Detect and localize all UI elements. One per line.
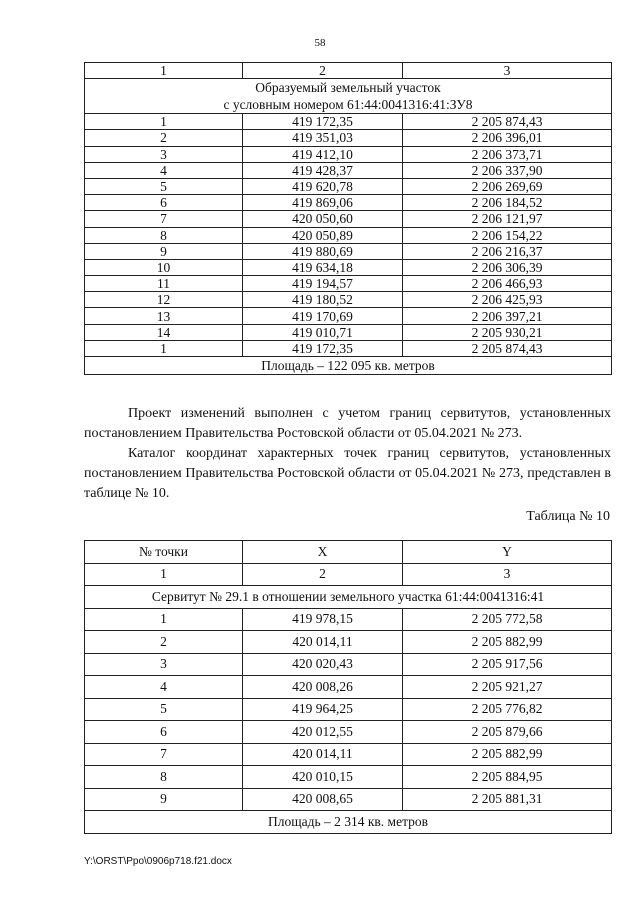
- table-row: [85, 631, 612, 654]
- x-coordinate-cell: 420 014,11: [243, 743, 403, 766]
- footer-file-path: Y:\ORST\Ppo\0906p718.f21.docx: [84, 856, 232, 867]
- table2-area-row: [85, 811, 612, 834]
- table2-column-header-row: [85, 541, 612, 564]
- table2-head: [85, 541, 612, 609]
- x-coordinate-cell: 419 964,25: [243, 698, 403, 721]
- table-row: [85, 130, 612, 146]
- table-row: [85, 162, 612, 178]
- x-coordinate-cell: 420 014,11: [243, 631, 403, 654]
- table-row: [85, 114, 612, 130]
- body-text: [84, 404, 611, 504]
- point-number-cell: 6: [85, 721, 243, 744]
- numbering-cell: 1: [85, 563, 243, 586]
- point-number-cell: 9: [85, 243, 243, 259]
- x-coordinate-cell: 419 880,69: [243, 243, 403, 259]
- point-number-cell: 7: [85, 211, 243, 227]
- point-number-cell: 4: [85, 162, 243, 178]
- coordinates-table-zu8: [84, 62, 612, 375]
- point-number-cell: 3: [85, 146, 243, 162]
- x-coordinate-cell: 419 634,18: [243, 259, 403, 275]
- point-number-cell: 1: [85, 608, 243, 631]
- table-row: [85, 653, 612, 676]
- x-coordinate-cell: 419 010,71: [243, 324, 403, 340]
- x-coordinate-cell: 419 172,35: [243, 340, 403, 356]
- table-row: [85, 788, 612, 811]
- paragraph-1: Проект изменений выполнен с учетом границ сервитутов, установленных постановлением Правительства Ростовской области от 05.04.2021 № 273.: [84, 406, 611, 441]
- point-number-cell: 13: [85, 308, 243, 324]
- table-row: [85, 324, 612, 340]
- y-coordinate-cell: 2 206 306,39: [403, 259, 612, 275]
- table-row: [85, 146, 612, 162]
- y-coordinate-cell: 2 205 917,56: [403, 653, 612, 676]
- table-row: [85, 178, 612, 194]
- numbering-cell: 3: [403, 563, 612, 586]
- table-caption: Таблица № 10: [526, 509, 610, 524]
- table-row: [85, 195, 612, 211]
- x-coordinate-cell: 419 170,69: [243, 308, 403, 324]
- table-row: [85, 292, 612, 308]
- x-coordinate-cell: 420 008,26: [243, 676, 403, 699]
- point-number-cell: 8: [85, 766, 243, 789]
- y-coordinate-cell: 2 205 882,99: [403, 631, 612, 654]
- y-coordinate-cell: 2 205 776,82: [403, 698, 612, 721]
- table2-title: Сервитут № 29.1 в отношении земельного участка 61:44:0041316:41: [85, 586, 612, 609]
- y-coordinate-cell: 2 206 397,21: [403, 308, 612, 324]
- point-number-cell: 7: [85, 743, 243, 766]
- table1-title: [85, 79, 612, 114]
- y-coordinate-cell: 2 205 884,95: [403, 766, 612, 789]
- table1-header-row: [85, 63, 612, 79]
- table1-header-cell: 2: [243, 63, 403, 79]
- y-coordinate-cell: 2 206 425,93: [403, 292, 612, 308]
- x-coordinate-cell: 419 428,37: [243, 162, 403, 178]
- table1-body: [85, 63, 612, 114]
- column-header-point: № точки: [85, 541, 243, 564]
- table-row: [85, 340, 612, 356]
- point-number-cell: 11: [85, 276, 243, 292]
- x-coordinate-cell: 419 978,15: [243, 608, 403, 631]
- column-header-y: Y: [403, 541, 612, 564]
- x-coordinate-cell: 420 020,43: [243, 653, 403, 676]
- y-coordinate-cell: 2 206 154,22: [403, 227, 612, 243]
- table1-title-row: [85, 79, 612, 114]
- y-coordinate-cell: 2 205 874,43: [403, 340, 612, 356]
- table1-footer: [85, 357, 612, 375]
- table-row: [85, 721, 612, 744]
- y-coordinate-cell: 2 205 772,58: [403, 608, 612, 631]
- point-number-cell: 6: [85, 195, 243, 211]
- table2-data-rows: [85, 608, 612, 811]
- table-row: [85, 698, 612, 721]
- point-number-cell: 1: [85, 340, 243, 356]
- table1-area-row: [85, 357, 612, 375]
- x-coordinate-cell: 419 172,35: [243, 114, 403, 130]
- point-number-cell: 3: [85, 653, 243, 676]
- table-row: [85, 766, 612, 789]
- table-row: [85, 243, 612, 259]
- table-row: [85, 608, 612, 631]
- table1-title-line1: Образуемый земельный участок: [255, 80, 441, 96]
- table-row: [85, 676, 612, 699]
- point-number-cell: 8: [85, 227, 243, 243]
- table-row: [85, 308, 612, 324]
- point-number-cell: 1: [85, 114, 243, 130]
- x-coordinate-cell: 419 351,03: [243, 130, 403, 146]
- x-coordinate-cell: 420 010,15: [243, 766, 403, 789]
- x-coordinate-cell: 419 869,06: [243, 195, 403, 211]
- y-coordinate-cell: 2 205 879,66: [403, 721, 612, 744]
- y-coordinate-cell: 2 206 216,37: [403, 243, 612, 259]
- y-coordinate-cell: 2 206 121,97: [403, 211, 612, 227]
- y-coordinate-cell: 2 206 466,93: [403, 276, 612, 292]
- table2-area: Площадь – 2 314 кв. метров: [85, 811, 612, 834]
- x-coordinate-cell: 419 194,57: [243, 276, 403, 292]
- y-coordinate-cell: 2 206 184,52: [403, 195, 612, 211]
- paragraph-2: Каталог координат характерных точек границ сервитутов, установленных постановлением Правительства Ростовской области от 05.04.2021 № 273, представлен в таблице № 10.: [84, 446, 611, 501]
- point-number-cell: 2: [85, 130, 243, 146]
- y-coordinate-cell: 2 205 930,21: [403, 324, 612, 340]
- point-number-cell: 2: [85, 631, 243, 654]
- x-coordinate-cell: 420 012,55: [243, 721, 403, 744]
- y-coordinate-cell: 2 206 396,01: [403, 130, 612, 146]
- table1-header-cell: 1: [85, 63, 243, 79]
- table-row: [85, 227, 612, 243]
- x-coordinate-cell: 419 620,78: [243, 178, 403, 194]
- table1-data-rows: [85, 114, 612, 357]
- y-coordinate-cell: 2 206 337,90: [403, 162, 612, 178]
- x-coordinate-cell: 420 008,65: [243, 788, 403, 811]
- y-coordinate-cell: 2 205 881,31: [403, 788, 612, 811]
- table-row: [85, 259, 612, 275]
- page-number: 58: [314, 37, 326, 49]
- point-number-cell: 9: [85, 788, 243, 811]
- point-number-cell: 5: [85, 698, 243, 721]
- point-number-cell: 10: [85, 259, 243, 275]
- y-coordinate-cell: 2 205 882,99: [403, 743, 612, 766]
- table1-header-cell: 3: [403, 63, 612, 79]
- table2-title-row: [85, 586, 612, 609]
- table1-area: Площадь – 122 095 кв. метров: [85, 357, 612, 375]
- y-coordinate-cell: 2 205 921,27: [403, 676, 612, 699]
- point-number-cell: 14: [85, 324, 243, 340]
- table-row: [85, 276, 612, 292]
- table-row: [85, 211, 612, 227]
- numbering-cell: 2: [243, 563, 403, 586]
- servitude-coordinates-table: [84, 540, 612, 834]
- table1-title-line2: с условным номером 61:44:0041316:41:ЗУ8: [223, 97, 473, 113]
- y-coordinate-cell: 2 205 874,43: [403, 114, 612, 130]
- x-coordinate-cell: 419 180,52: [243, 292, 403, 308]
- column-header-x: X: [243, 541, 403, 564]
- x-coordinate-cell: 420 050,89: [243, 227, 403, 243]
- y-coordinate-cell: 2 206 373,71: [403, 146, 612, 162]
- x-coordinate-cell: 419 412,10: [243, 146, 403, 162]
- table-row: [85, 743, 612, 766]
- table2-footer: [85, 811, 612, 834]
- point-number-cell: 12: [85, 292, 243, 308]
- table2-numbering-row: [85, 563, 612, 586]
- y-coordinate-cell: 2 206 269,69: [403, 178, 612, 194]
- point-number-cell: 5: [85, 178, 243, 194]
- x-coordinate-cell: 420 050,60: [243, 211, 403, 227]
- point-number-cell: 4: [85, 676, 243, 699]
